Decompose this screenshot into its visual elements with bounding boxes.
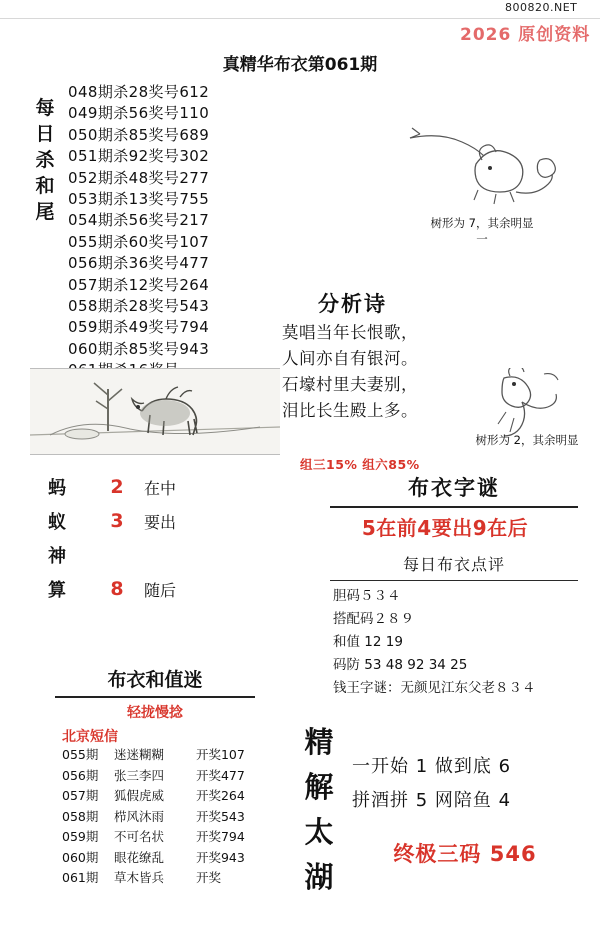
table-row	[62, 766, 287, 787]
ant-divination-block	[48, 470, 278, 606]
word-cell: 眼花缭乱	[113, 849, 164, 865]
table-row	[62, 807, 287, 828]
list-item: 048期杀28奖号612	[68, 83, 210, 101]
table-row	[62, 827, 287, 848]
ant-char: 算	[48, 580, 66, 601]
period-cell: 059期	[62, 829, 99, 844]
list-item: 钱王字谜：无颜见江东父老８３４	[333, 680, 536, 696]
prize-cell: 开奖794	[195, 829, 245, 844]
ant-char: 蚁	[48, 512, 66, 533]
list-item: 拼酒拼 5 网陪鱼 4	[352, 790, 512, 811]
list-item: 060期杀85奖号943	[68, 339, 210, 358]
poem-line: 泪比长生殿上多。	[282, 401, 418, 420]
taihu-lines	[352, 750, 592, 818]
zimi-title: 布衣字谜	[330, 472, 578, 508]
prize-cell: 开奖107	[195, 747, 245, 762]
word-cell: 草木皆兵	[113, 870, 164, 885]
ant-text: 要出	[144, 512, 177, 532]
list-item: 059期杀49奖号794	[68, 318, 210, 337]
period-cell: 055期	[62, 747, 99, 762]
ant-number: 8	[110, 578, 124, 600]
top-bar	[0, 0, 600, 19]
period-cell: 058期	[62, 808, 99, 824]
list-item: 057期杀12奖号264	[68, 275, 210, 294]
list-item	[48, 470, 278, 504]
ant-text: 随后	[144, 580, 177, 600]
word-cell: 张三李四	[113, 767, 164, 783]
list-item: 码防 53 48 92 34 25	[333, 657, 468, 673]
kill-section-vertical-title: 每日杀和尾	[35, 97, 55, 223]
ant-number: 3	[110, 510, 124, 532]
prize-cell: 开奖943	[195, 849, 245, 865]
goat-illustration	[30, 368, 280, 455]
mouse-sketch-icon	[470, 368, 590, 440]
goat-drawing-icon	[30, 369, 280, 454]
word-cell: 不可名状	[113, 829, 164, 844]
poem-line: 石壕村里夫妻别，	[282, 375, 418, 394]
prize-cell: 开奖264	[195, 788, 245, 803]
prize-cell: 开奖543	[195, 808, 245, 824]
list-item: 055期杀60奖号107	[68, 232, 210, 251]
poem-line: 莫唱当年长恨歌，	[282, 323, 418, 342]
period-cell: 061期	[62, 870, 99, 885]
final-three-codes: 终极三码 546	[393, 842, 537, 866]
list-item: 搭配码２８９	[333, 611, 414, 627]
prize-cell: 开奖477	[195, 767, 245, 783]
sum-riddle-subtitle: 轻拢慢捻	[127, 705, 183, 721]
mouse-sketch-icon	[390, 120, 580, 220]
beijing-sms-title: 北京短信	[62, 729, 118, 745]
group-ratio-label: 组三15% 组六85%	[300, 457, 420, 472]
site-url-label: 800820.NET	[505, 1, 578, 14]
list-item: 056期杀36奖号477	[68, 254, 210, 273]
word-cell: 栉风沐雨	[113, 808, 164, 824]
list-item: 胆码５３４	[333, 588, 401, 604]
page-title: 真精华布衣第061期	[222, 55, 378, 75]
poem-body	[282, 320, 492, 424]
list-item: 053期杀13奖号755	[68, 190, 210, 209]
list-item: 一开始 1 做到底 6	[352, 756, 512, 777]
watermark-text: 2026 原创资料	[460, 25, 591, 45]
ant-number: 2	[110, 476, 124, 498]
list-item	[48, 504, 278, 538]
table-row	[62, 745, 287, 766]
list-item: 054期杀56奖号217	[68, 211, 210, 230]
ant-char: 神	[48, 546, 66, 567]
list-item: 052期杀48奖号277	[68, 168, 210, 187]
ant-char: 蚂	[48, 478, 66, 499]
figure-two-caption: 树形为 2，其余明显	[475, 433, 579, 447]
kill-list	[68, 82, 278, 382]
daily-review-title: 每日布衣点评	[330, 552, 578, 581]
word-cell: 狐假虎威	[113, 788, 164, 803]
period-cell: 056期	[62, 767, 99, 783]
word-cell: 迷迷糊糊	[113, 747, 164, 762]
figure-one-dash: 一	[476, 232, 488, 246]
daily-review-list	[333, 585, 593, 700]
beijing-sms-list	[62, 745, 287, 889]
table-row	[62, 848, 287, 869]
list-item	[48, 538, 278, 572]
figure-one-caption: 树形为 7，其余明显	[430, 216, 534, 230]
poem-line: 人间亦自有银河。	[282, 349, 418, 368]
list-item: 058期杀28奖号543	[68, 297, 210, 316]
zimi-main-line: 5在前4要出9在后	[361, 516, 529, 540]
prize-cell: 开奖	[195, 870, 221, 885]
sketch-figure-one	[390, 120, 580, 220]
list-item: 050期杀85奖号689	[68, 125, 210, 144]
sum-riddle-title: 布衣和值迷	[55, 665, 255, 698]
ant-text: 在中	[144, 478, 177, 498]
list-item: 051期杀92奖号302	[68, 147, 210, 166]
table-row	[62, 786, 287, 807]
poem-title: 分析诗	[318, 292, 387, 316]
period-cell: 057期	[62, 788, 99, 803]
list-item: 和值 12 19	[333, 634, 403, 650]
list-item	[48, 572, 278, 606]
list-item: 049期杀56奖号110	[68, 104, 210, 123]
sketch-figure-two	[470, 368, 590, 440]
period-cell: 060期	[62, 849, 99, 865]
taihu-vertical-title: 精解太湖	[304, 725, 334, 894]
table-row	[62, 868, 287, 889]
